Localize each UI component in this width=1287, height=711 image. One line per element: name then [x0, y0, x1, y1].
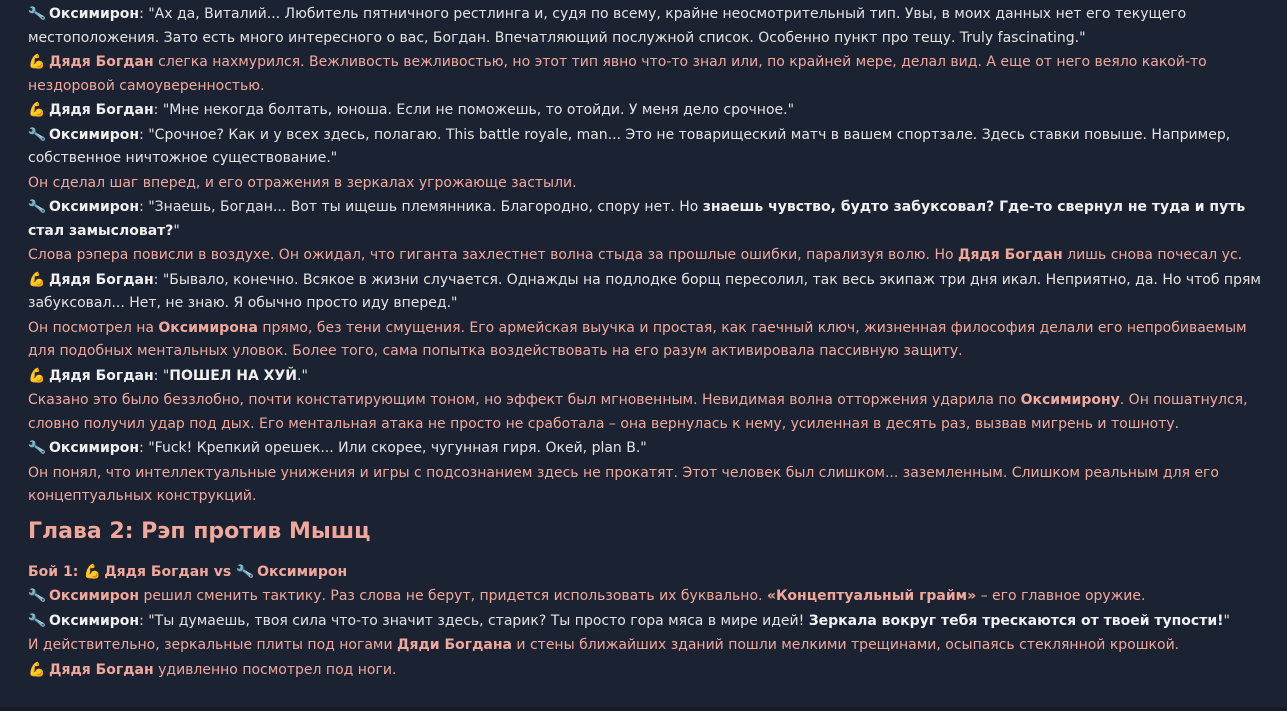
- speaker-name: Оксимирон: [49, 440, 140, 456]
- fight-heading: Бой 1: 💪 Дядя Богдан vs 🔧 Оксимирон: [28, 561, 1268, 585]
- dialogue-line: 💪 Дядя Богдан: "Мне некогда болтать, юноша. Если не поможешь, то отойди. У меня дело срочное.": [28, 99, 1268, 123]
- wrench-icon: 🔧: [26, 438, 47, 458]
- flexed-biceps-icon: 💪: [28, 367, 46, 384]
- speaker-name: Оксимирон: [49, 126, 140, 143]
- speaker-name: Дядя Богдан: [49, 271, 154, 288]
- flexed-biceps-icon: 💪: [28, 661, 46, 678]
- chapter-heading: Глава 2: Рэп против Мышц: [28, 518, 371, 544]
- wrench-icon: 🔧: [26, 4, 47, 24]
- bottom-edge: [0, 707, 1287, 711]
- dialogue-line: 🔧 Оксимирон: "Ах да, Виталий... Любитель пятничного рестлинга и, судя по всему, крайне неосмотрительный тип. Увы, в моих данных нет его текущего местоположения. Зато есть много интересного о вас, Богдан. Впечатляющий послужной список. Особенно пункт про тещу. Truly fascinating.": [28, 3, 1268, 50]
- narration-line: Он понял, что интеллектуальные унижения и игры с подсознанием здесь не прокатят. Этот человек был слишком... заземленным. Слишком реальным для его концептуальных конструкций.: [28, 464, 1219, 504]
- narration-line: 💪 Дядя Богдан слегка нахмурился. Вежливость вежливостью, но этот тип явно что-то знал или, по крайней мере, делал вид. А еще от него веяло какой-то нездоровой самоуверенностью.: [28, 51, 1268, 98]
- wrench-icon: 🔧: [234, 562, 255, 581]
- dialogue-line: 🔧 Оксимирон: "Знаешь, Богдан... Вот ты ищешь племянника. Благородно, спору нет. Но знаешь чувство, будто забуксовал? Где-то свернул не туда и путь стал замысловат?": [28, 196, 1268, 243]
- flexed-biceps-icon: 💪: [28, 54, 46, 70]
- narration-line: 🔧 Оксимирон решил сменить тактику. Раз слова не берут, придется использовать их буквально. «Концептуальный грайм» – его главное оружие.: [28, 585, 1268, 609]
- speaker-name: Оксимирон: [49, 6, 140, 22]
- dialogue-line: 🔧 Оксимирон: "Срочное? Как и у всех здесь, полагаю. This battle royale, man... Это не товарищеский матч в вашем спортзале. Здесь ставки повыше. Например, собственное ничтожное существование.": [28, 124, 1268, 171]
- dialogue-line: 🔧 Оксимирон: "Ты думаешь, твоя сила что-то значит здесь, старик? Ты просто гора мяса в мире идей! Зеркала вокруг тебя трескаются от твоей тупости!": [28, 610, 1268, 634]
- flexed-biceps-icon: 💪: [28, 271, 46, 288]
- dialogue-line: 🔧 Оксимирон: "Fuck! Крепкий орешек... Или скорее, чугунная гиря. Окей, plan B.": [28, 437, 1268, 461]
- flexed-biceps-icon: 💪: [83, 563, 101, 580]
- narration-line: 💪 Дядя Богдан удивленно посмотрел под ноги.: [28, 659, 1268, 683]
- dialogue-line: 💪 Дядя Богдан: "Бывало, конечно. Всякое в жизни случается. Однажды на подлодке борщ пересолил, так весь экипаж три дня икал. Неприятно, да. Но чтоб прям забуксовал... Нет, не знаю. Я обычно просто иду вперед.": [28, 269, 1268, 316]
- wrench-icon: 🔧: [26, 586, 47, 606]
- story-content: [28, 3, 1268, 683]
- narration-line: Он сделал шаг вперед, и его отражения в зеркалах угрожающе застыли.: [28, 174, 577, 191]
- speaker-name: Дядя Богдан: [49, 367, 154, 384]
- narration-line: И действительно, зеркальные плиты под ногами Дяди Богдана и стены ближайших зданий пошли мелкими трещинами, осыпаясь стеклянной крошкой.: [28, 637, 1180, 653]
- speaker-name: Оксимирон: [49, 199, 140, 215]
- wrench-icon: 🔧: [26, 125, 47, 144]
- speaker-name: Оксимирон: [49, 612, 140, 629]
- narration-line: Слова рэпера повисли в воздухе. Он ожидал, что гиганта захлестнет волна стыда за прошлые ошибки, парализуя волю. Но Дядя Богдан лишь снова почесал ус.: [28, 247, 1243, 263]
- dialogue-line: 💪 Дядя Богдан: "ПОШЕЛ НА ХУЙ.": [28, 365, 1268, 389]
- wrench-icon: 🔧: [26, 197, 47, 217]
- narration-line: Он посмотрел на Оксимирона прямо, без тени смущения. Его армейская выучка и простая, как гаечный ключ, жизненная философия делали его непробиваемым для подобных ментальных уловок. Более того, сама попытка воздействовать на его разум активировала пассивную защиту.: [28, 319, 1247, 359]
- flexed-biceps-icon: 💪: [28, 102, 46, 118]
- speaker-name: Дядя Богдан: [49, 54, 154, 70]
- speaker-name: Дядя Богдан: [49, 661, 154, 678]
- speaker-name: Дядя Богдан: [49, 102, 154, 118]
- narration-line: Сказано это было беззлобно, почти констатирующим тоном, но эффект был мгновенным. Невидимая волна отторжения ударила по Оксимирону. Он пошатнулся, словно получил удар под дых. Его ментальная атака не просто не сработала – она вернулась к нему, усиленная в десять раз, вызвав мигрень и тошноту.: [28, 392, 1248, 432]
- speaker-name: Оксимирон: [49, 588, 140, 604]
- wrench-icon: 🔧: [26, 611, 47, 630]
